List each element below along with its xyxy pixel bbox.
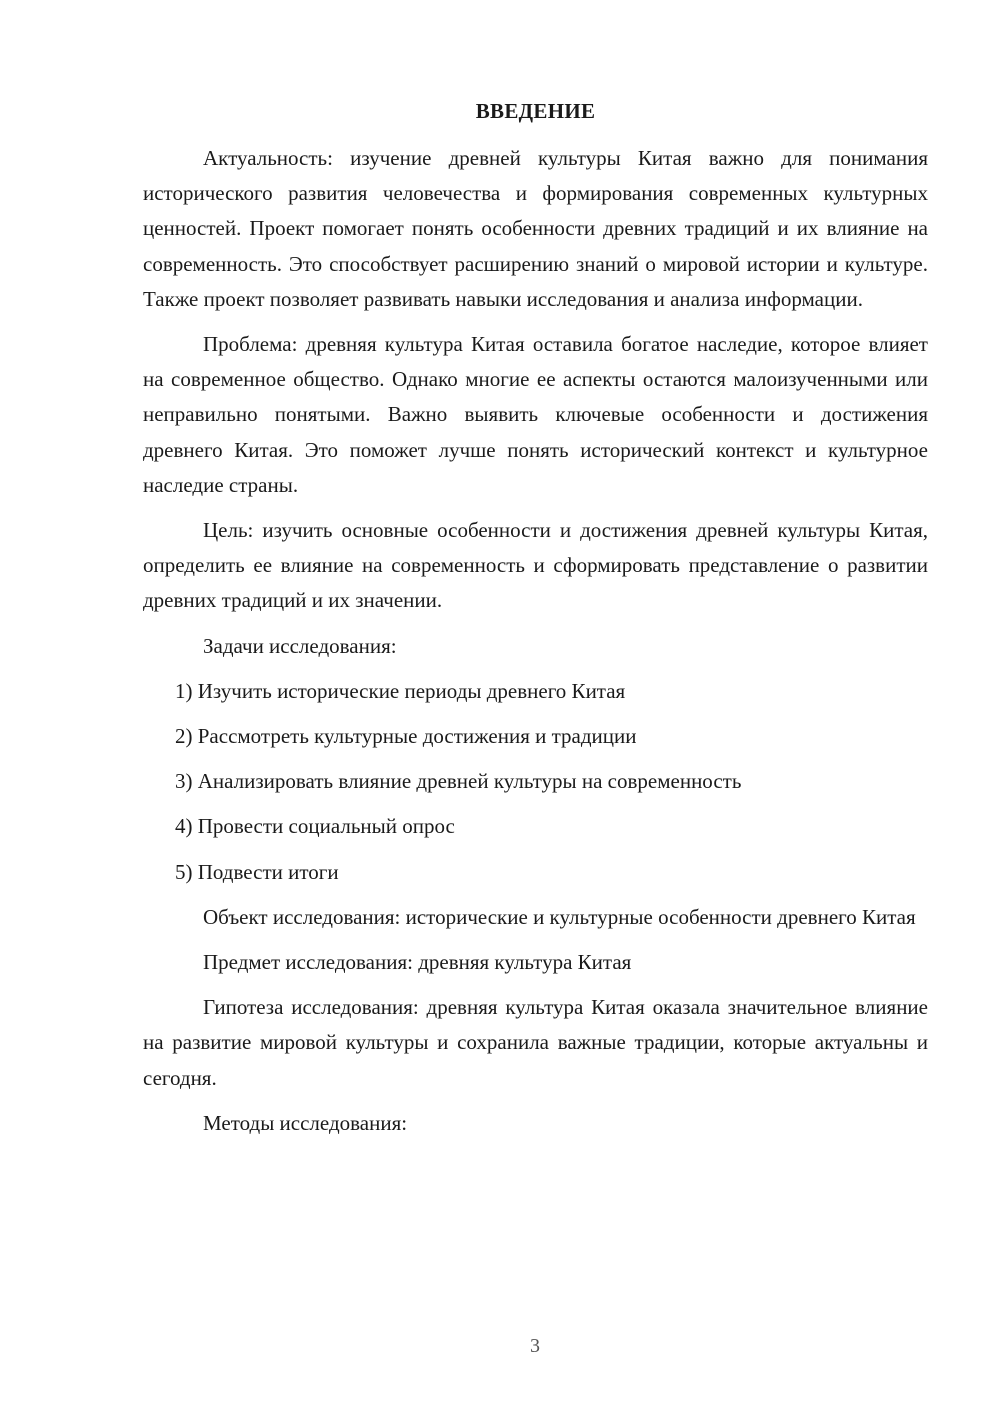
list-item: 3) Анализировать влияние древней культуры на современность: [175, 769, 742, 794]
list-item: 4) Провести социальный опрос: [175, 814, 455, 839]
section-title: ВВЕДЕНИЕ: [475, 99, 596, 123]
page-number: 3: [530, 1335, 540, 1357]
list-item: 2) Рассмотреть культурные достижения и традиции: [175, 724, 637, 749]
subject-paragraph: Предмет исследования: древняя культура Китая: [203, 950, 632, 975]
goal-paragraph: Цель: изучить основные особенности и достижения древней культуры Китая, определить ее влияние на современность и сформировать представление о развитии древних традиций и их значении.: [143, 518, 928, 613]
relevance-paragraph: Актуальность: изучение древней культуры Китая важно для понимания исторического развития человечества и формирования современных культурных ценностей. Проект помогает понять особенности древних традиций и их влияние на современность. Это способствует расширению знаний о мировой истории и культуре. Также проект позволяет развивать навыки исследования и анализа информации.: [143, 146, 928, 311]
hypothesis-paragraph: Гипотеза исследования: древняя культура Китая оказала значительное влияние на развитие мировой культуры и сохранила важные традиции, которые актуальны и сегодня.: [143, 995, 928, 1090]
document-body: [143, 141, 928, 1151]
list-item: 1) Изучить исторические периоды древнего Китая: [175, 678, 626, 703]
problem-paragraph: Проблема: древняя культура Китая оставила богатое наследие, которое влияет на современное общество. Однако многие ее аспекты остаются малоизученными или неправильно понятыми. Важно выявить ключевые особенности и достижения древнего Китая. Это поможет лучше понять исторический контекст и культурное наследие страны.: [143, 332, 928, 497]
tasks-list: [143, 674, 928, 890]
tasks-heading: Задачи исследования:: [203, 633, 397, 658]
methods-heading: Методы исследования:: [203, 1110, 408, 1135]
list-item: 5) Подвести итоги: [175, 859, 339, 884]
object-paragraph: Объект исследования: исторические и культурные особенности древнего Китая: [203, 904, 916, 929]
